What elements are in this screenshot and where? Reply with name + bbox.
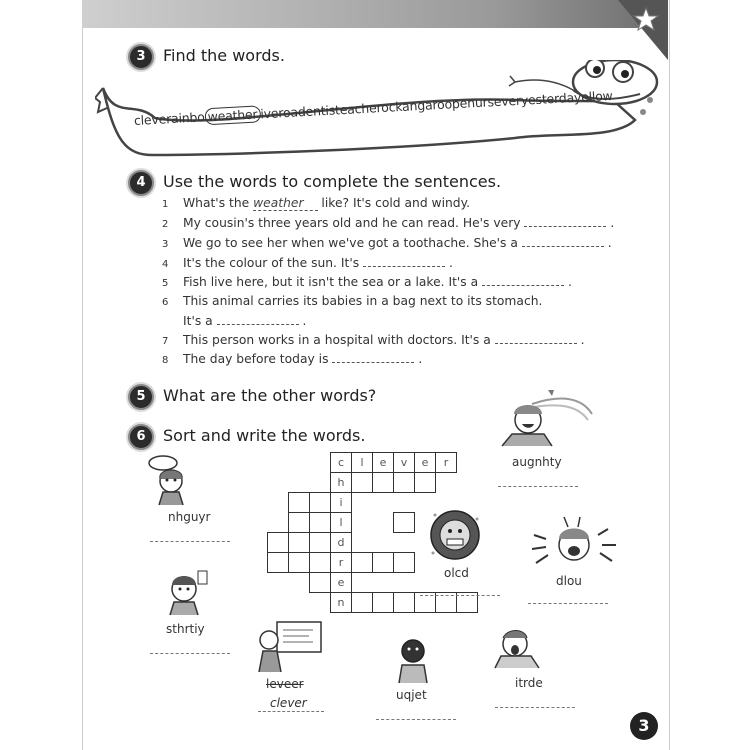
sentence-number: 1 (162, 199, 169, 210)
sentence-6-continued (162, 314, 306, 328)
crossword-empty-cell[interactable] (393, 512, 415, 533)
sentence-text-end: . (564, 275, 572, 289)
crossword-cell: d (330, 532, 352, 553)
tired-boy-icon (493, 626, 543, 670)
crossword-cell: r (330, 552, 352, 573)
crossword-cell: l (351, 452, 373, 473)
crossword-empty-cell[interactable] (351, 592, 373, 613)
crossword-empty-cell[interactable] (288, 552, 310, 573)
answer-line[interactable] (150, 652, 230, 654)
exercise-3-number: 3 (128, 44, 154, 70)
page-number: 3 (630, 712, 658, 740)
anagram-olcd: olcd (444, 566, 469, 580)
crossword-empty-cell[interactable] (372, 592, 394, 613)
answer-weather[interactable]: weather (253, 196, 317, 211)
answer-line[interactable] (150, 540, 230, 542)
crossword-empty-cell[interactable] (309, 532, 331, 553)
crossword-cell: i (330, 492, 352, 513)
crossword-cell: r (435, 452, 457, 473)
sentence-number: 4 (162, 259, 169, 270)
sentence-text: My cousin's three years old and he can read. He's very (183, 216, 525, 230)
sentence-text: The day before today is (183, 352, 333, 366)
crossword-cell: l (330, 512, 352, 533)
answer-clever: clever (270, 696, 307, 710)
sentence-text: This animal carries its babies in a bag next to its stomach. (183, 294, 543, 308)
anagram-uqjet: uqjet (396, 688, 427, 702)
quiet-boy-icon (395, 637, 431, 685)
crossword-cell: e (372, 452, 394, 473)
answer-line[interactable] (376, 718, 456, 720)
answer-blank[interactable] (332, 352, 414, 363)
thirsty-boy-icon (162, 565, 212, 617)
girl-eating-icon (145, 455, 195, 507)
answer-line[interactable] (495, 706, 575, 708)
crossword-empty-cell[interactable] (393, 592, 415, 613)
anagram-sthrtiy: sthrtiy (166, 622, 205, 636)
girl-at-board-icon (255, 618, 323, 674)
sentence-text-end: . (414, 352, 423, 366)
crossword-empty-cell[interactable] (267, 532, 289, 553)
snake-text-end: iveroadentisteacherockangaroopenurseveryesterdayellow (259, 87, 613, 122)
crossword-cell: h (330, 472, 352, 493)
sentence-number: 8 (162, 355, 169, 366)
sentence-6 (162, 294, 542, 308)
crossword-empty-cell[interactable] (393, 552, 415, 573)
answer-blank[interactable] (495, 333, 577, 344)
anagram-leveer: leveer (266, 677, 304, 691)
circled-word-weather: weather (204, 105, 261, 125)
crossword-empty-cell[interactable] (372, 472, 394, 493)
answer-blank[interactable] (522, 236, 604, 247)
sentence-text-end: like? It's cold and windy. (317, 196, 471, 210)
cold-child-icon (425, 505, 485, 565)
sentence-4 (162, 256, 453, 270)
crossword-cell: n (330, 592, 352, 613)
answer-line[interactable] (420, 594, 500, 596)
star-corner-decoration (618, 0, 668, 60)
loud-girl-icon (528, 515, 622, 573)
sentence-text: It's the colour of the sun. It's (183, 256, 364, 270)
anagram-itrde: itrde (515, 676, 543, 690)
crossword-cell: c (330, 452, 352, 473)
sentence-number: 7 (162, 336, 169, 347)
crossword-empty-cell[interactable] (351, 472, 373, 493)
crossword-cell: e (330, 572, 352, 593)
sentence-text: We go to see her when we've got a toothache. She's a (183, 236, 522, 250)
crossword-empty-cell[interactable] (351, 552, 373, 573)
sentence-2 (162, 216, 614, 230)
sentence-text-end: . (576, 333, 585, 347)
answer-blank[interactable] (482, 275, 564, 286)
sentence-text-end: . (445, 256, 453, 270)
sentence-text: This person works in a hospital with doctors. It's a (183, 333, 495, 347)
sentence-8 (162, 352, 422, 366)
answer-line[interactable] (498, 485, 578, 487)
sentence-text: Fish live here, but it isn't the sea or a lake. It's a (183, 275, 483, 289)
sentence-3 (162, 236, 612, 250)
sentence-1 (162, 196, 470, 210)
answer-line[interactable] (528, 602, 608, 604)
laughing-girl-icon (492, 388, 596, 448)
crossword-empty-cell[interactable] (288, 512, 310, 533)
exercise-5-number: 5 (128, 384, 154, 410)
sentence-text-end: . (298, 314, 307, 328)
exercise-4-number: 4 (128, 170, 154, 196)
top-banner (82, 0, 668, 28)
crossword-empty-cell[interactable] (309, 512, 331, 533)
exercise-6-number: 6 (128, 424, 154, 450)
answer-blank[interactable] (524, 216, 606, 227)
sentence-number: 2 (162, 219, 169, 230)
anagram-nhguyr: nhguyr (168, 510, 211, 524)
sentence-7 (162, 333, 585, 347)
sentence-text-end: . (606, 216, 615, 230)
crossword-cell: e (414, 452, 436, 473)
exercise-4-title: Use the words to complete the sentences. (163, 172, 502, 191)
crossword-empty-cell[interactable] (288, 492, 310, 513)
sentence-number: 5 (162, 278, 169, 289)
anagram-augnhty: augnhty (512, 455, 562, 469)
crossword-empty-cell[interactable] (309, 492, 331, 513)
answer-blank[interactable] (363, 256, 445, 267)
crossword-empty-cell[interactable] (288, 532, 310, 553)
crossword-empty-cell[interactable] (414, 472, 436, 493)
crossword-empty-cell[interactable] (393, 472, 415, 493)
sentence-number: 6 (162, 297, 169, 308)
exercise-6-title: Sort and write the words. (163, 426, 366, 445)
crossword-empty-cell[interactable] (309, 552, 331, 573)
anagram-dlou: dlou (556, 574, 582, 588)
sentence-text: What's the (183, 196, 254, 210)
sentence-number: 3 (162, 239, 169, 250)
answer-line[interactable] (258, 710, 324, 712)
crossword-cell: v (393, 452, 415, 473)
sentence-5 (162, 275, 572, 289)
answer-blank[interactable] (217, 314, 299, 325)
snake-text-start: cleverainbo (133, 109, 205, 128)
sentence-text: It's a (183, 314, 217, 328)
crossword-empty-cell[interactable] (372, 552, 394, 573)
exercise-3-title: Find the words. (163, 46, 285, 65)
exercise-5-title: What are the other words? (163, 386, 377, 405)
crossword-empty-cell[interactable] (309, 572, 331, 593)
crossword-empty-cell[interactable] (267, 552, 289, 573)
sentence-text-end: . (603, 236, 612, 250)
